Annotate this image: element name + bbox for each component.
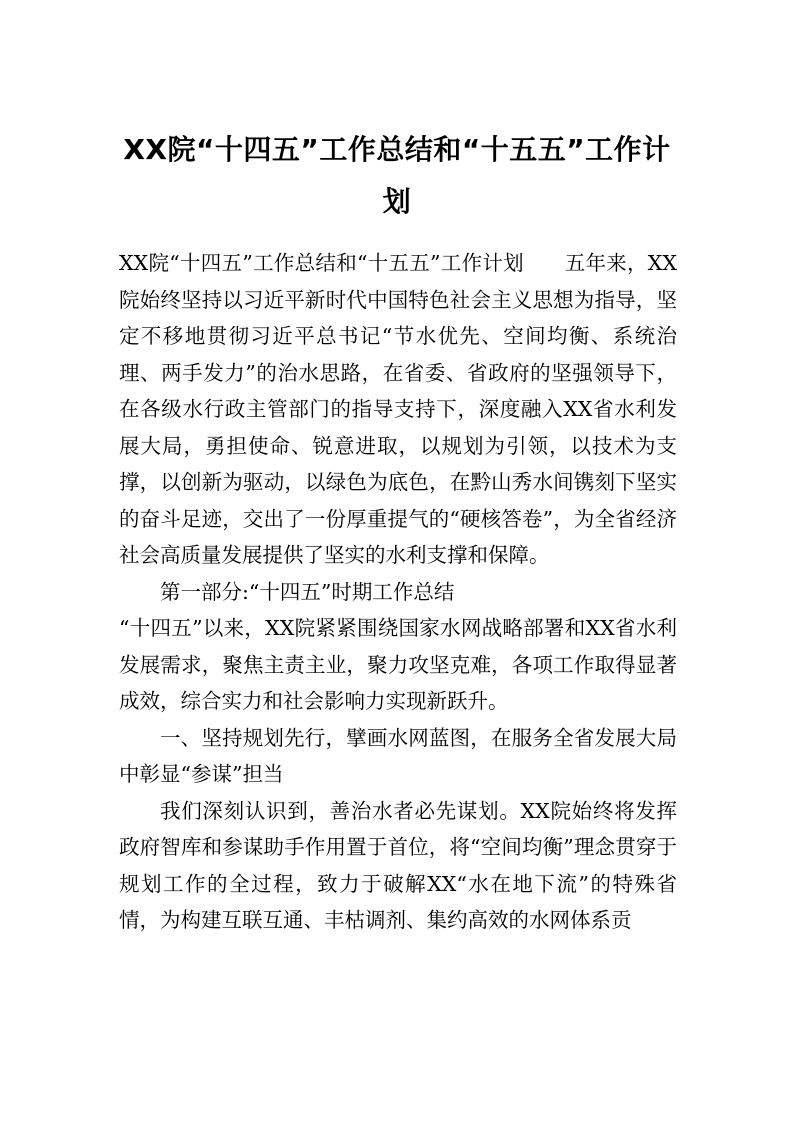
spacer — [524, 251, 565, 275]
document-title: XX院“十四五”工作总结和“十五五”工作计划 — [123, 133, 671, 218]
paragraph-overview: “十四五”以来，XX院紧紧围绕国家水网战略部署和XX省水利发展需求，聚焦主责主业，聚力攻坚克难，各项工作取得显著成效，综合实力和社会影响力实现新跃升。 — [119, 616, 677, 713]
heading-line: XX院“十四五”工作总结和“十五五”工作计划 — [119, 251, 524, 275]
paragraph-intro — [119, 245, 677, 574]
document-body — [119, 245, 677, 939]
section-heading-one: 一、坚持规划先行，擘画水网蓝图，在服务全省发展大局中彰显“参谋”担当 — [119, 725, 677, 786]
paragraph-planning: 我们深刻认识到，善治水者必先谋划。XX院始终将发挥政府智库和参谋助手作用置于首位，将“空间均衡”理念贯穿于规划工作的全过程，致力于破解XX“水在地下流”的特殊省情，为构建互联互通、丰枯调剂、集约高效的水网体系贡 — [119, 798, 677, 932]
section-heading-part-one: 第一部分:“十四五”时期工作总结 — [160, 579, 455, 604]
paragraph-text: 五年来，XX院始终坚持以习近平新时代中国特色社会主义思想为指导，坚定不移地贯彻习近平总书记“节水优先、空间均衡、系统治理、两手发力”的治水思路，在省委、省政府的坚强领导下，在各级水行政主管部门的指导支持下，深度融入XX省水利发展大局，勇担使命、锐意进取，以规划为引领，以技术为支撑，以创新为驱动，以绿色为底色，在黔山秀水间镌刻下坚实的奋斗足迹，交出了一份厚重提气的“硬核答卷”，为全省经济社会高质量发展提供了坚实的水利支撑和保障。 — [119, 251, 677, 567]
